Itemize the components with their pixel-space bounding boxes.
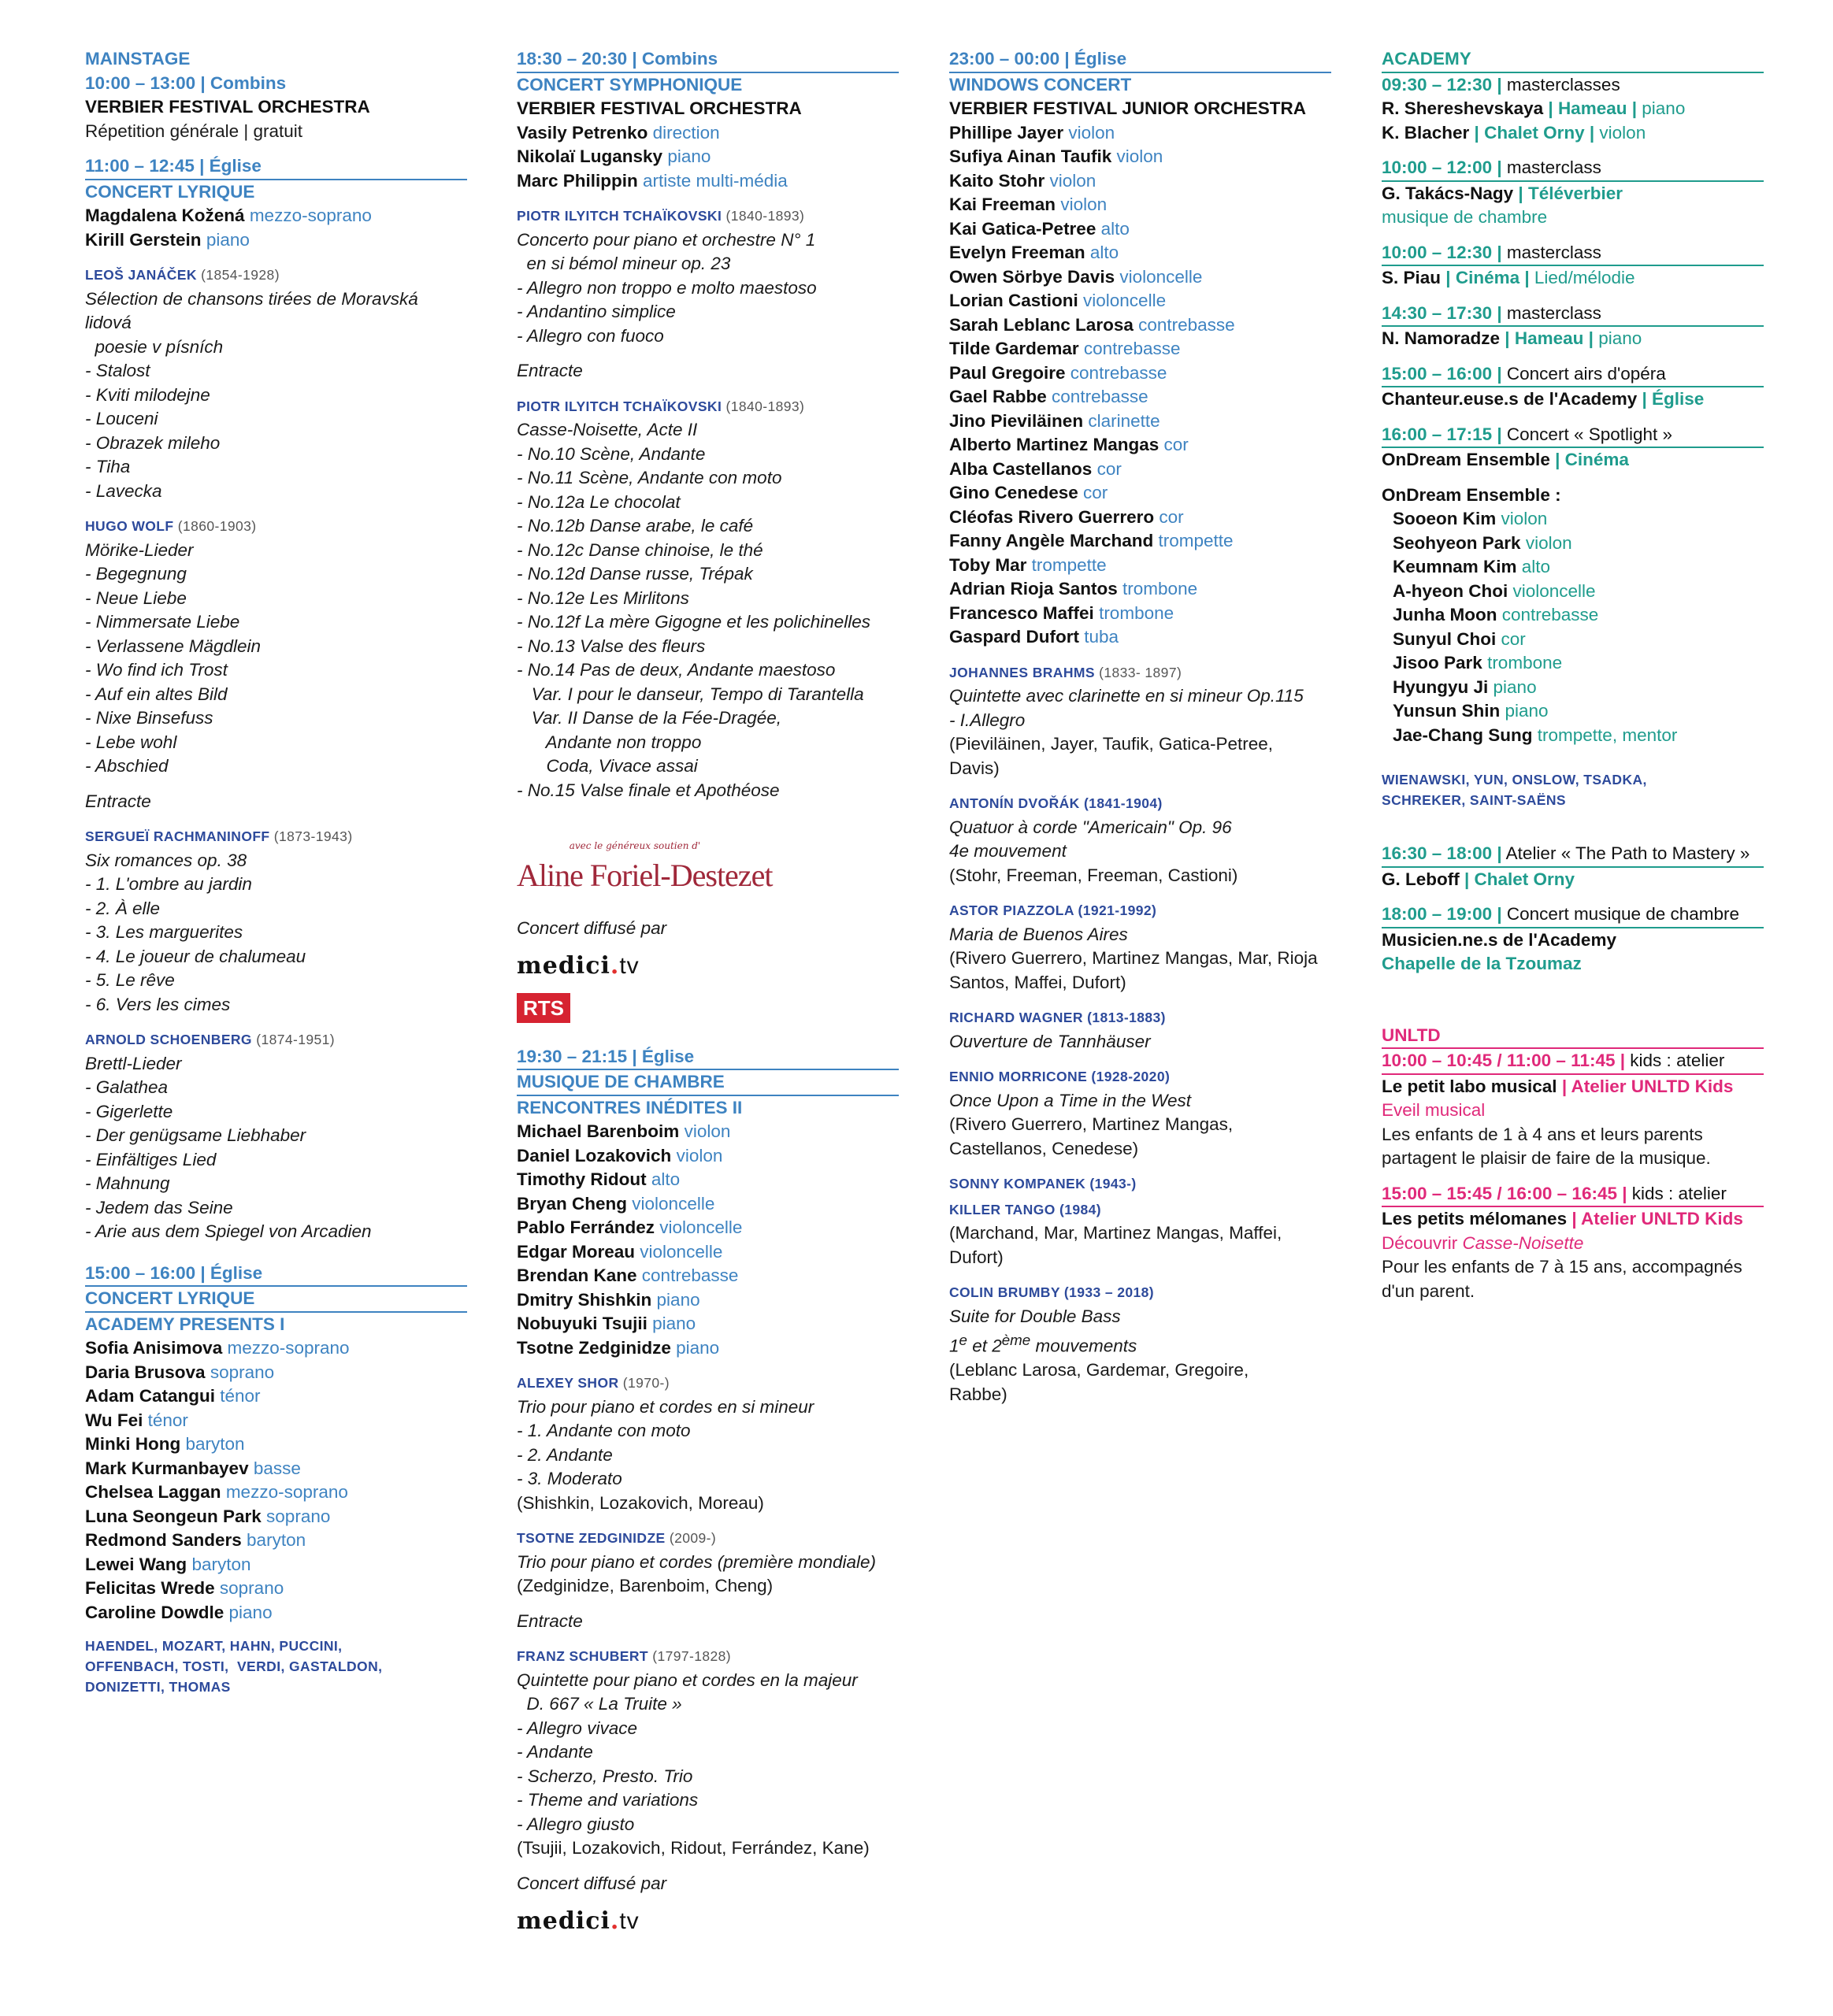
movement: 4e mouvement [949, 841, 1067, 861]
sponsor-logo: avec le généreux soutien d' Aline Foriel-Destezet [517, 840, 773, 893]
performer: Seohyeon Park violon [1393, 532, 1572, 553]
line: - Begegnung [85, 564, 187, 584]
event-title: CONCERT SYMPHONIQUE [517, 72, 899, 98]
performer: Kirill Gerstein piano [85, 229, 250, 250]
line: - 1. L'ombre au jardin [85, 874, 252, 894]
work-lines [517, 1395, 899, 1492]
line: - 3. Les marguerites [85, 922, 243, 942]
line: Quintette pour piano et cordes en la majeur [517, 1670, 858, 1690]
work-lines [85, 849, 467, 1017]
line: Dufort) [949, 1247, 1004, 1267]
line: - Einfältiges Lied [85, 1149, 217, 1169]
line: - Lebe wohl [85, 732, 177, 752]
performer: Redmond Sanders baryton [85, 1530, 306, 1550]
performer: Sooeon Kim violon [1393, 509, 1548, 528]
line: Les enfants de 1 à 4 ans et leurs parents [1382, 1124, 1703, 1144]
line: (Marchand, Mar, Martinez Mangas, Maffei, [949, 1223, 1282, 1243]
performer: Francesco Maffei trombone [949, 602, 1174, 623]
performer: Owen Sörbye Davis violoncelle [949, 266, 1203, 287]
line: - No.12c Danse chinoise, le thé [517, 539, 763, 560]
line: - Auf ein altes Bild [85, 684, 228, 704]
performer: Bryan Cheng violoncelle [517, 1193, 715, 1214]
composer: ARNOLD SCHOENBERG (1874-1951) [85, 1032, 335, 1047]
performer: Daniel Lozakovich violon [517, 1145, 723, 1166]
performer: Daria Brusova soprano [85, 1362, 275, 1382]
line: - Mahnung [85, 1173, 170, 1193]
line: - Louceni [85, 409, 158, 428]
performer: Jino Pieviläinen clarinette [949, 410, 1160, 431]
line: - Abschied [85, 756, 169, 776]
line: - 2. À elle [85, 898, 161, 918]
work-title: KILLER TANGO (1984) [949, 1201, 1101, 1217]
line: - 5. Le rêve [85, 970, 175, 990]
line: Var. I pour le danseur, Tempo di Tarantella [517, 684, 864, 704]
composer: PIOTR ILYITCH TCHAÏKOVSKI (1840-1893) [517, 398, 805, 414]
work-lines [517, 1669, 899, 1837]
work-lines [85, 1052, 467, 1244]
composer-list [1382, 769, 1764, 810]
line: poesie v písních [85, 336, 224, 357]
performer: Adrian Rioja Santos trombone [949, 579, 1198, 598]
section-label: ACADEMY [1382, 49, 1471, 69]
work-performers: (Zedginidze, Barenboim, Cheng) [517, 1576, 774, 1595]
line: - Der genügsame Liebhaber [85, 1125, 306, 1145]
event-subtitle: RENCONTRES INÉDITES II [517, 1095, 899, 1121]
work-title: Trio pour piano et cordes (première mondiale) [517, 1551, 877, 1572]
performer: Toby Mar trompette [949, 554, 1107, 575]
event-title: MUSIQUE DE CHAMBRE [517, 1069, 899, 1095]
performer: Adam Catangui ténor [85, 1386, 261, 1406]
column-evening [517, 47, 899, 1934]
line: - Gigerlette [85, 1101, 173, 1121]
line: - 6. Vers les cimes [85, 994, 231, 1014]
composer: ANTONÍN DVOŘÁK (1841-1904) [949, 795, 1163, 811]
line: - Obrazek mileho [85, 432, 221, 453]
work-lines [85, 539, 467, 779]
line: - Andantino simplice [517, 302, 676, 321]
line: - Tiha [85, 457, 131, 476]
medici-logo: medici.tv [517, 952, 640, 980]
performer: Luna Seongeun Park soprano [85, 1506, 331, 1526]
line: Brettl-Lieder [85, 1053, 182, 1073]
line: - No.12b Danse arabe, le café [517, 516, 754, 536]
line: - Allegro non troppo e molto maestoso [517, 277, 817, 298]
performer: Fanny Angèle Marchand trompette [949, 531, 1234, 550]
line: - Allegro con fuoco [517, 325, 664, 346]
line: - Wo find ich Trost [85, 660, 228, 680]
performer: Jisoo Park trombone [1393, 653, 1563, 673]
work-lines [517, 418, 899, 802]
line: d'un parent. [1382, 1280, 1475, 1301]
work-title: Suite for Double Bass [949, 1306, 1121, 1326]
work-title: Maria de Buenos Aires [949, 924, 1128, 944]
line: DONIZETTI, THOMAS [85, 1679, 231, 1695]
medici-logo: medici.tv [517, 1907, 640, 1935]
composer: ENNIO MORRICONE (1928-2020) [949, 1069, 1171, 1084]
line: - Allegro giusto [517, 1814, 635, 1834]
performer: Kaito Stohr violon [949, 170, 1096, 191]
column-windows [949, 47, 1331, 1406]
line: - Jedem das Seine [85, 1197, 233, 1217]
event-title: CONCERT LYRIQUE [85, 1285, 467, 1311]
composer: ASTOR PIAZZOLA (1921-1992) [949, 902, 1157, 918]
performer: Hyungyu Ji piano [1393, 676, 1537, 697]
entracte: Entracte [517, 1610, 583, 1631]
performer: Lorian Castioni violoncelle [949, 291, 1167, 310]
orchestra-name: VERBIER FESTIVAL ORCHESTRA [517, 98, 802, 118]
performer: Mark Kurmanbayev basse [85, 1458, 301, 1478]
performer: Wu Fei ténor [85, 1410, 188, 1430]
line: (Rivero Guerrero, Martinez Mangas, Mar, Rioja [949, 948, 1318, 968]
performer: Nobuyuki Tsujii piano [517, 1314, 696, 1333]
work-lines [85, 287, 467, 504]
performer: Paul Gregoire contrebasse [949, 362, 1167, 383]
work-performers [949, 1358, 1331, 1406]
line: - No.13 Valse des fleurs [517, 636, 706, 656]
performer: Michael Barenboim violon [517, 1121, 731, 1141]
work-performers: (Tsujii, Lozakovich, Ridout, Ferrández, Kane) [517, 1838, 870, 1858]
performer: Tsotne Zedginidze piano [517, 1337, 720, 1358]
line: Quatuor à corde "Americain" Op. 96 [949, 817, 1232, 837]
line: Pour les enfants de 7 à 15 ans, accompagnés [1382, 1257, 1742, 1277]
event-subtitle: Répetition générale | gratuit [85, 120, 303, 141]
line: - 1. Andante con moto [517, 1421, 691, 1440]
performer: Gino Cenedese cor [949, 483, 1108, 502]
line: - No.12a Le chocolat [517, 491, 681, 512]
line: - Stalost [85, 361, 150, 380]
line: Concerto pour piano et orchestre N° 1 [517, 229, 816, 250]
composer: PIOTR ILYITCH TCHAÏKOVSKI (1840-1893) [517, 208, 805, 224]
composer: LEOŠ JANÁČEK (1854-1928) [85, 267, 280, 283]
composer-list [85, 1636, 467, 1697]
line: - Arie aus dem Spiegel von Arcadien [85, 1221, 372, 1241]
movement: 1e et 2ème mouvements [949, 1332, 1137, 1356]
performer: Marc Philippin artiste multi-média [517, 170, 788, 191]
line: - Kviti milodejne [85, 384, 210, 405]
performer: Sunyul Choi cor [1393, 628, 1526, 649]
performer: Timothy Ridout alto [517, 1169, 681, 1189]
line: Castellanos, Cenedese) [949, 1138, 1139, 1158]
line: Andante non troppo [517, 732, 702, 752]
line: Coda, Vivace assai [517, 756, 698, 776]
performer: Sarah Leblanc Larosa contrebasse [949, 314, 1235, 335]
line: - Verlassene Mägdlein [85, 636, 262, 656]
performer: Kai Gatica-Petree alto [949, 218, 1130, 239]
performer-list [949, 121, 1331, 650]
entracte: Entracte [517, 361, 583, 380]
line: Trio pour piano et cordes en si mineur [517, 1396, 814, 1417]
section-label: MAINSTAGE [85, 49, 191, 69]
work-title: Once Upon a Time in the West [949, 1090, 1192, 1110]
line: Mörike-Lieder [85, 539, 194, 560]
event-time: 18:30 – 20:30 | Combins [517, 49, 718, 69]
event-subtitle: ACADEMY PRESENTS I [85, 1311, 467, 1337]
work-performers [949, 1221, 1331, 1269]
section-unltd: UNLTD 10:00 – 10:45 / 11:00 – 11:45 | kids : atelier Le petit labo musical | Atelier UNLTD Kids Eveil musical Les enfants de 1 à 4 ans et leurs parents partagent le plaisir de faire de la musique. 15:00 – 15:45 / 16:00 – 16:45 | kids : atelier Les petits mélomanes | Atelier UNLTD Kids Découvrir Casse-Noisette Pour les enfants de 7 à 15 ans, accompagnés d'un parent. [1382, 1024, 1764, 1304]
performer-list [85, 1336, 467, 1625]
line: - Allegro vivace [517, 1718, 637, 1738]
work-performers [949, 1113, 1331, 1161]
entracte: Entracte [85, 791, 151, 811]
work-performers: (Stohr, Freeman, Freeman, Castioni) [949, 865, 1238, 885]
performer: Lewei Wang baryton [85, 1554, 251, 1574]
event-time: 19:30 – 21:15 | Église [517, 1046, 695, 1066]
line: - No.14 Pas de deux, Andante maestoso [517, 660, 836, 680]
performer: Gaspard Dufort tuba [949, 627, 1119, 647]
line: Rabbe) [949, 1384, 1007, 1404]
event-time: 10:00 – 13:00 | Combins [85, 72, 287, 93]
performer: Sufiya Ainan Taufik violon [949, 146, 1163, 166]
composer: JOHANNES BRAHMS (1833- 1897) [949, 664, 1182, 680]
work-performers [949, 947, 1331, 995]
performer: Yunsun Shin piano [1393, 701, 1549, 721]
performer: A-hyeon Choi violoncelle [1393, 580, 1596, 601]
event-time: 15:00 – 16:00 | Église [85, 1262, 263, 1283]
line: SCHREKER, SAINT-SAËNS [1382, 792, 1566, 808]
work-lines [949, 684, 1331, 732]
performer: Evelyn Freeman alto [949, 243, 1119, 262]
composer: TSOTNE ZEDGINIDZE (2009-) [517, 1530, 717, 1546]
performer: Alba Castellanos cor [949, 458, 1122, 479]
broadcast-label: Concert diffusé par [517, 917, 667, 938]
performer: Brendan Kane contrebasse [517, 1266, 739, 1285]
performer-list [517, 121, 899, 194]
composer: SERGUEÏ RACHMANINOFF (1873-1943) [85, 828, 353, 844]
line: - No.12d Danse russe, Trépak [517, 564, 753, 584]
performer: Alberto Martinez Mangas cor [949, 435, 1189, 454]
performer: Kai Freeman violon [949, 195, 1108, 214]
line: - Andante [517, 1742, 593, 1762]
rts-logo: RTS [517, 993, 570, 1023]
work-performers [949, 732, 1331, 780]
performer: Vasily Petrenko direction [517, 122, 720, 143]
line: - No.12e Les Mirlitons [517, 587, 689, 608]
line: (Rivero Guerrero, Martinez Mangas, [949, 1114, 1234, 1134]
performer: Sofia Anisimova mezzo-soprano [85, 1338, 350, 1358]
line: - Nixe Binsefuss [85, 708, 213, 728]
composer: FRANZ SCHUBERT (1797-1828) [517, 1648, 731, 1664]
line: - 2. Andante [517, 1444, 613, 1465]
composer: SONNY KOMPANEK (1943-) [949, 1176, 1137, 1191]
performer: Jae-Chang Sung trompette, mentor [1393, 724, 1678, 745]
performer: Pablo Ferrández violoncelle [517, 1217, 743, 1237]
performer: Cléofas Rivero Guerrero cor [949, 506, 1184, 527]
event-time: 11:00 – 12:45 | Église [85, 156, 262, 176]
line: Casse-Noisette, Acte II [517, 420, 698, 439]
performer: Gael Rabbe contrebasse [949, 387, 1148, 406]
line: (Leblanc Larosa, Gardemar, Gregoire, [949, 1360, 1249, 1380]
line: OFFENBACH, TOSTI, VERDI, GASTALDON, [85, 1658, 383, 1674]
composer: HUGO WOLF (1860-1903) [85, 518, 257, 534]
work-title: Ouverture de Tannhäuser [949, 1031, 1151, 1051]
work-performers: (Shishkin, Lozakovich, Moreau) [517, 1492, 764, 1513]
line: Sélection de chansons tirées de Moravská [85, 288, 418, 309]
work-lines [949, 816, 1331, 840]
performer: Edgar Moreau violoncelle [517, 1241, 723, 1262]
line: Var. II Danse de la Fée-Dragée, [517, 708, 781, 728]
line: - Lavecka [85, 480, 162, 501]
line: WIENAWSKI, YUN, ONSLOW, TSADKA, [1382, 772, 1647, 788]
line: (Pieviläinen, Jayer, Taufik, Gatica-Petree, [949, 734, 1274, 754]
line: - Scherzo, Presto. Trio [517, 1766, 693, 1786]
composer: ALEXEY SHOR (1970-) [517, 1375, 670, 1391]
line: - No.10 Scène, Andante [517, 443, 706, 464]
composer: COLIN BRUMBY (1933 – 2018) [949, 1284, 1155, 1300]
line: - 4. Le joueur de chalumeau [85, 946, 306, 966]
line: partagent le plaisir de faire de la musique. [1382, 1148, 1711, 1168]
performer: Chelsea Laggan mezzo-soprano [85, 1482, 348, 1502]
line: - No.15 Valse finale et Apothéose [517, 780, 780, 800]
line: - Theme and variations [517, 1790, 699, 1810]
performer: Nikolaï Lugansky piano [517, 146, 711, 166]
line: HAENDEL, MOZART, HAHN, PUCCINI, [85, 1638, 343, 1654]
performer-list [1382, 507, 1764, 747]
line: - Neue Liebe [85, 587, 187, 608]
performer: Tilde Gardemar contrebasse [949, 339, 1181, 358]
performer: Felicitas Wrede soprano [85, 1578, 284, 1598]
line: - Galathea [85, 1077, 169, 1097]
orchestra-name: VERBIER FESTIVAL JUNIOR ORCHESTRA [949, 98, 1306, 118]
line: Davis) [949, 758, 1000, 778]
line: Quintette avec clarinette en si mineur Op.115 [949, 686, 1304, 706]
line: D. 667 « La Truite » [517, 1694, 682, 1714]
column-academy: ACADEMY 09:30 – 12:30 | masterclasses R. Shereshevskaya | Hameau | piano K. Blacher | Chalet Orny | violon 10:00 – 12:00 | masterclass G. Takács-Nagy | Téléverbier musique de chambre 10:00 – 12:30 | masterclass S. Piau | Cinéma | Lied/mélodie 14:30 – 17:30 | masterclass N. Namoradze | Hameau | piano 15:00 – 16:00 | Concert airs d'opéra Chanteur.euse.s de l'Academy | Église 16:00 – 17:15 | Concert « Spotlight » OnDream Ensemble | Cinéma OnDream Ensemble : Sooeon Kim violon Seohyeon Park violon Keumnam Kim alto A-hyeon Choi violoncelle Junha Moon contrebasse Sunyul Choi cor Jisoo Park trombone Hyungyu Ji piano Yunsun Shin piano Jae-Chang Sung trompette, mentor WIENAWSKI, YUN, ONSLOW, TSADKA, SCHREKER, SAINT-SAËNS 16:30 – 18:00 | Atelier « The Path to Mastery » G. Leboff | Chalet Orny 18:00 – 19:00 | Concert musique de chambre Musicien.ne.s de l'Academy Chapelle de la Tzoumaz UNLTD 10:00 – 10:45 / 11:00 – 11:45 | kids : atelier Le petit labo musical | Atelier UNLTD Kids Eveil musical Les enfants de 1 à 4 ans et leurs parents partagent le plaisir de faire de la musique. 15:00 – 15:45 / 16:00 – 16:45 | kids : atelier Les petits mélomanes | Atelier UNLTD Kids Découvrir Casse-Noisette Pour les enfants de 7 à 15 ans, accompagnés d'un parent. [1382, 47, 1764, 1303]
event-title: VERBIER FESTIVAL ORCHESTRA [85, 97, 370, 117]
line: en si bémol mineur op. 23 [517, 254, 731, 273]
performer: Phillipe Jayer violon [949, 122, 1115, 143]
line: - No.11 Scène, Andante con moto [517, 468, 782, 487]
event-title: WINDOWS CONCERT [949, 72, 1331, 98]
event-time: 23:00 – 00:00 | Église [949, 49, 1127, 69]
line: Six romances op. 38 [85, 850, 247, 870]
performer-list [517, 1120, 899, 1360]
composer: RICHARD WAGNER (1813-1883) [949, 1010, 1166, 1025]
line: - Nimmersate Liebe [85, 612, 240, 632]
line: - 3. Moderato [517, 1469, 622, 1488]
performer: Keumnam Kim alto [1393, 557, 1551, 576]
performer: Caroline Dowdle piano [85, 1602, 273, 1622]
line: - I.Allegro [949, 710, 1026, 730]
line: lidová [85, 313, 132, 332]
line: Santos, Maffei, Dufort) [949, 972, 1126, 992]
performer: Magdalena Kožená mezzo-soprano [85, 206, 372, 225]
performer: Dmitry Shishkin piano [517, 1289, 700, 1310]
event-title: CONCERT LYRIQUE [85, 179, 467, 205]
performer: Junha Moon contrebasse [1393, 605, 1599, 624]
work-lines [517, 228, 899, 349]
broadcast-label: Concert diffusé par [517, 1873, 667, 1893]
column-mainstage [85, 47, 467, 1697]
performer: Minki Hong baryton [85, 1434, 245, 1454]
line: - No.12f La mère Gigogne et les polichinelles [517, 612, 871, 632]
